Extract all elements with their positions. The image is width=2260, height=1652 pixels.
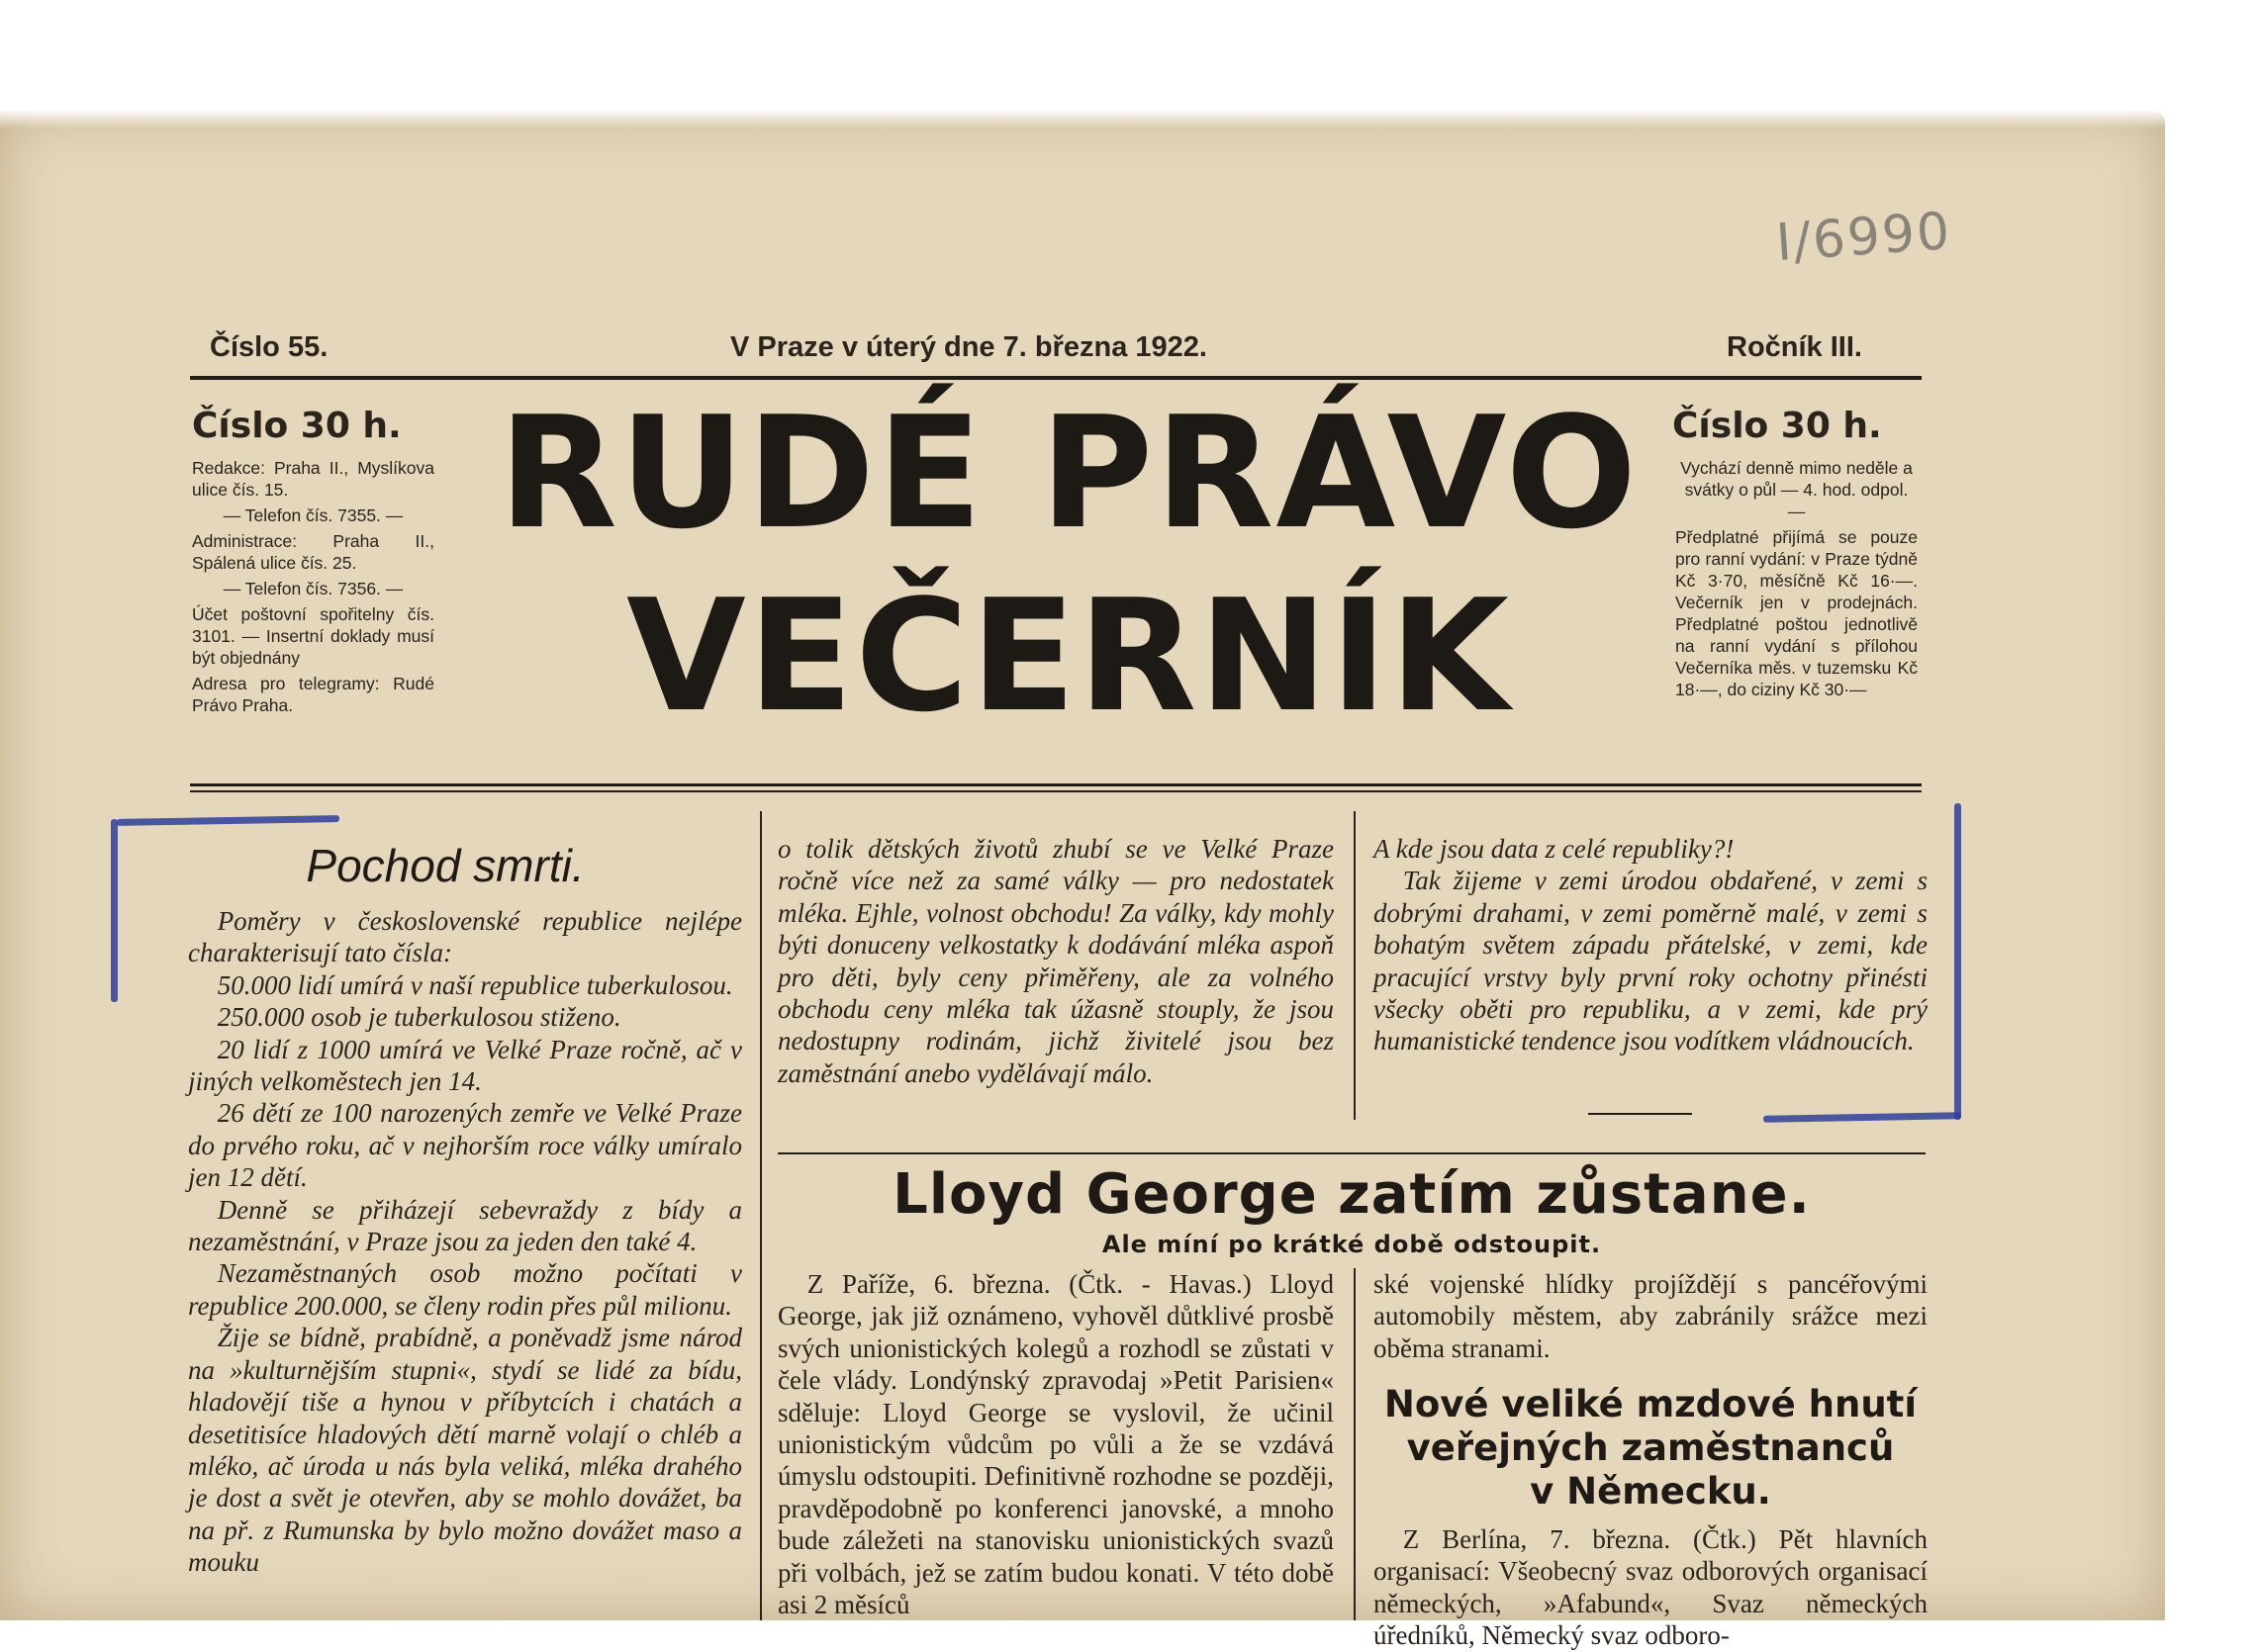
article-pochod-smrti-column-3: [1373, 833, 1928, 1057]
volume-number: Ročník III.: [1727, 331, 1862, 363]
telegram-address: Adresa pro telegramy: Rudé Právo Praha.: [192, 674, 434, 715]
section-end-rule: [1588, 1113, 1692, 1115]
column-divider-3: [1354, 1268, 1356, 1620]
masthead-rule-1: [190, 783, 1922, 786]
paragraph: Žije se bídně, prabídně, a poněvadž jsme národ na »kulturnějším stupni«, stydí se lidé za bídu, hladovějí tiše a hynou v příbytcích i chatách a desetitisíce hladových dětí marně volají o chléb a mléko, ač úroda u nás byla veliká, mléka drahého je dost a svět je otevřen, aby se mohlo dovážet, ba na př. z Rumunska by bylo možno dovážet maso a mouku: [188, 1323, 742, 1578]
article-pochod-smrti-column-2: [778, 833, 1334, 1089]
paragraph: Tak žijeme v zemi úrodou obdařené, v zemi s dobrými drahami, v zemi poměrně malé, v zemi s bohatým světem západu přátelské, v zemi, kde pracující vrstvy byly první roky ochotny přinésti všecky oběti pro republiku, a v zemi, kde prý humanistické tendence jsou vodítkem vládnoucích.: [1373, 866, 1928, 1056]
blue-pencil-mark: [1954, 803, 1961, 1120]
administration-address: Administrace: Praha II., Spálená ulice čís. 25.: [192, 531, 434, 573]
page-margin: [0, 0, 2260, 129]
issue-number: Číslo 55.: [210, 331, 329, 363]
paragraph: Nezaměstnaných osob možno počítati v republice 200.000, se členy rodin přes půl milionu.: [188, 1258, 742, 1321]
paragraph: Z Paříže, 6. března. (Čtk. - Havas.) Lloyd George, jak již oznámeno, vyhověl důtklivé prosbě svých unionistických kolegů a rozhodl se zůstati v čele vlády. Londýnský zpravodaj »Petit Parisien« sděluje: Lloyd George se vyslovil, že učinil unionistickým vůdcům po vůli a že se vzdává úmyslu odstoupiti. Definitivně rozhodne se později, pravděpodobně po konferenci janovské, a mnoho bude záležeti na stanovisku unionistických svazů při volbách, jež se zatím budou konati. V této době asi 2 měsíců: [778, 1269, 1334, 1620]
catalog-mark: I/6990: [1774, 201, 1954, 274]
title-line: v Německu.: [1530, 1470, 1771, 1513]
header-rule: [190, 376, 1922, 380]
publication-schedule: Vychází denně mimo neděle a svátky o půl — 4. hod. odpol. —: [1680, 458, 1913, 521]
article-lloyd-george-column-2: [1373, 1268, 1928, 1364]
paragraph: Denně se přiházejí sebevraždy z bídy a nezaměstnání, v Praze jsou za jeden den také 4.: [188, 1194, 742, 1257]
paragraph: o tolik dětských životů zhubí se ve Velké Praze ročně více než za samé války — pro nedostatek mléka. Ejhle, volnost obchodu! Za války, kdy mohly býti donuceny velkostatky k dodávání mléka aspoň pro děti, byly ceny přiměřeny, ale za volného obchodu ceny mléka tak úžasně stouply, že jsou nedostupny rodinám, jichž živitelé jsou bez zaměstnání anebo vydělávají málo.: [778, 834, 1334, 1088]
paragraph: 250.000 osob je tuberkulosou stiženo.: [217, 1002, 621, 1033]
title-line: Nové veliké mzdové hnutí: [1383, 1383, 1918, 1425]
paragraph: 20 lidí z 1000 umírá ve Velké Praze ročně, ač v jiných velkoměstech jen 14.: [188, 1034, 742, 1097]
article-title-pochod-smrti: Pochod smrti.: [306, 840, 585, 891]
masthead-rule-2: [190, 790, 1922, 792]
price-right: Číslo 30 h.: [1672, 406, 1882, 446]
administration-phone: — Telefon čís. 7356. —: [223, 579, 404, 598]
paragraph: A kde jsou data z celé republiky?!: [1373, 834, 1735, 864]
paragraph: Z Berlína, 7. března. (Čtk.) Pět hlavních organisací: Všeobecný svaz odborových organisací německých, »Afabund«, Svaz německých úředníků, Německý svaz odboro-: [1373, 1524, 1928, 1651]
editorial-address: Redakce: Praha II., Myslíkova ulice čís. 15.: [192, 458, 434, 500]
masthead-title: RUDÉ PRÁVO: [498, 383, 1640, 563]
article-mzdove-hnuti-body: [1373, 1523, 1928, 1652]
column-divider-1: [760, 811, 762, 1620]
left-info-box: [192, 457, 434, 720]
article-pochod-smrti-column-1: [188, 905, 742, 1579]
paragraph: Poměry v československé republice nejlépe charakterisují tato čísla:: [188, 906, 742, 968]
article-lloyd-george-column-1: [778, 1268, 1334, 1620]
subscription-info: Předplatné přijímá se pouze pro ranní vydání: v Praze týdně Kč 3·70, měsíčně Kč 16·—. Večerník jen v prodejnách. Předplatné poštou jednotlivě na ranní vydání s přílohou Večerníka měs. v tuzemsku Kč 18·—, do ciziny Kč 30·—: [1675, 527, 1918, 699]
right-info-box: [1675, 457, 1918, 704]
paragraph: 50.000 lidí umírá v naší republice tuberkulosou.: [217, 969, 733, 1000]
column-divider-2: [1354, 811, 1356, 1120]
article-title-lloyd-george: Lloyd George zatím zůstane.: [893, 1162, 1811, 1227]
article-subtitle-lloyd-george: Ale míní po krátké době odstoupit.: [1101, 1231, 1602, 1258]
masthead-subtitle: VEČERNÍK: [626, 566, 1511, 746]
price-left: Číslo 30 h.: [192, 406, 402, 446]
postal-account: Účet poštovní spořitelny čís. 3101. — Insertní doklady musí být objednány: [192, 604, 434, 668]
blue-pencil-mark: [111, 819, 118, 1002]
paragraph: ské vojenské hlídky projíždějí s pancéřovými automobily městem, aby zabránily srážce mezi oběma stranami.: [1373, 1269, 1928, 1363]
paragraph: 26 dětí ze 100 narozených zemře ve Velké Praze do prvého roku, ač v nejhorším roce války umíralo jen 12 dětí.: [188, 1098, 742, 1193]
article-divider: [778, 1152, 1926, 1154]
editorial-phone: — Telefon čís. 7355. —: [223, 505, 404, 525]
title-line: veřejných zaměstnanců: [1406, 1426, 1895, 1469]
article-title-mzdove-hnuti: [1373, 1383, 1928, 1514]
issue-date: V Praze v úterý dne 7. března 1922.: [730, 331, 1207, 363]
